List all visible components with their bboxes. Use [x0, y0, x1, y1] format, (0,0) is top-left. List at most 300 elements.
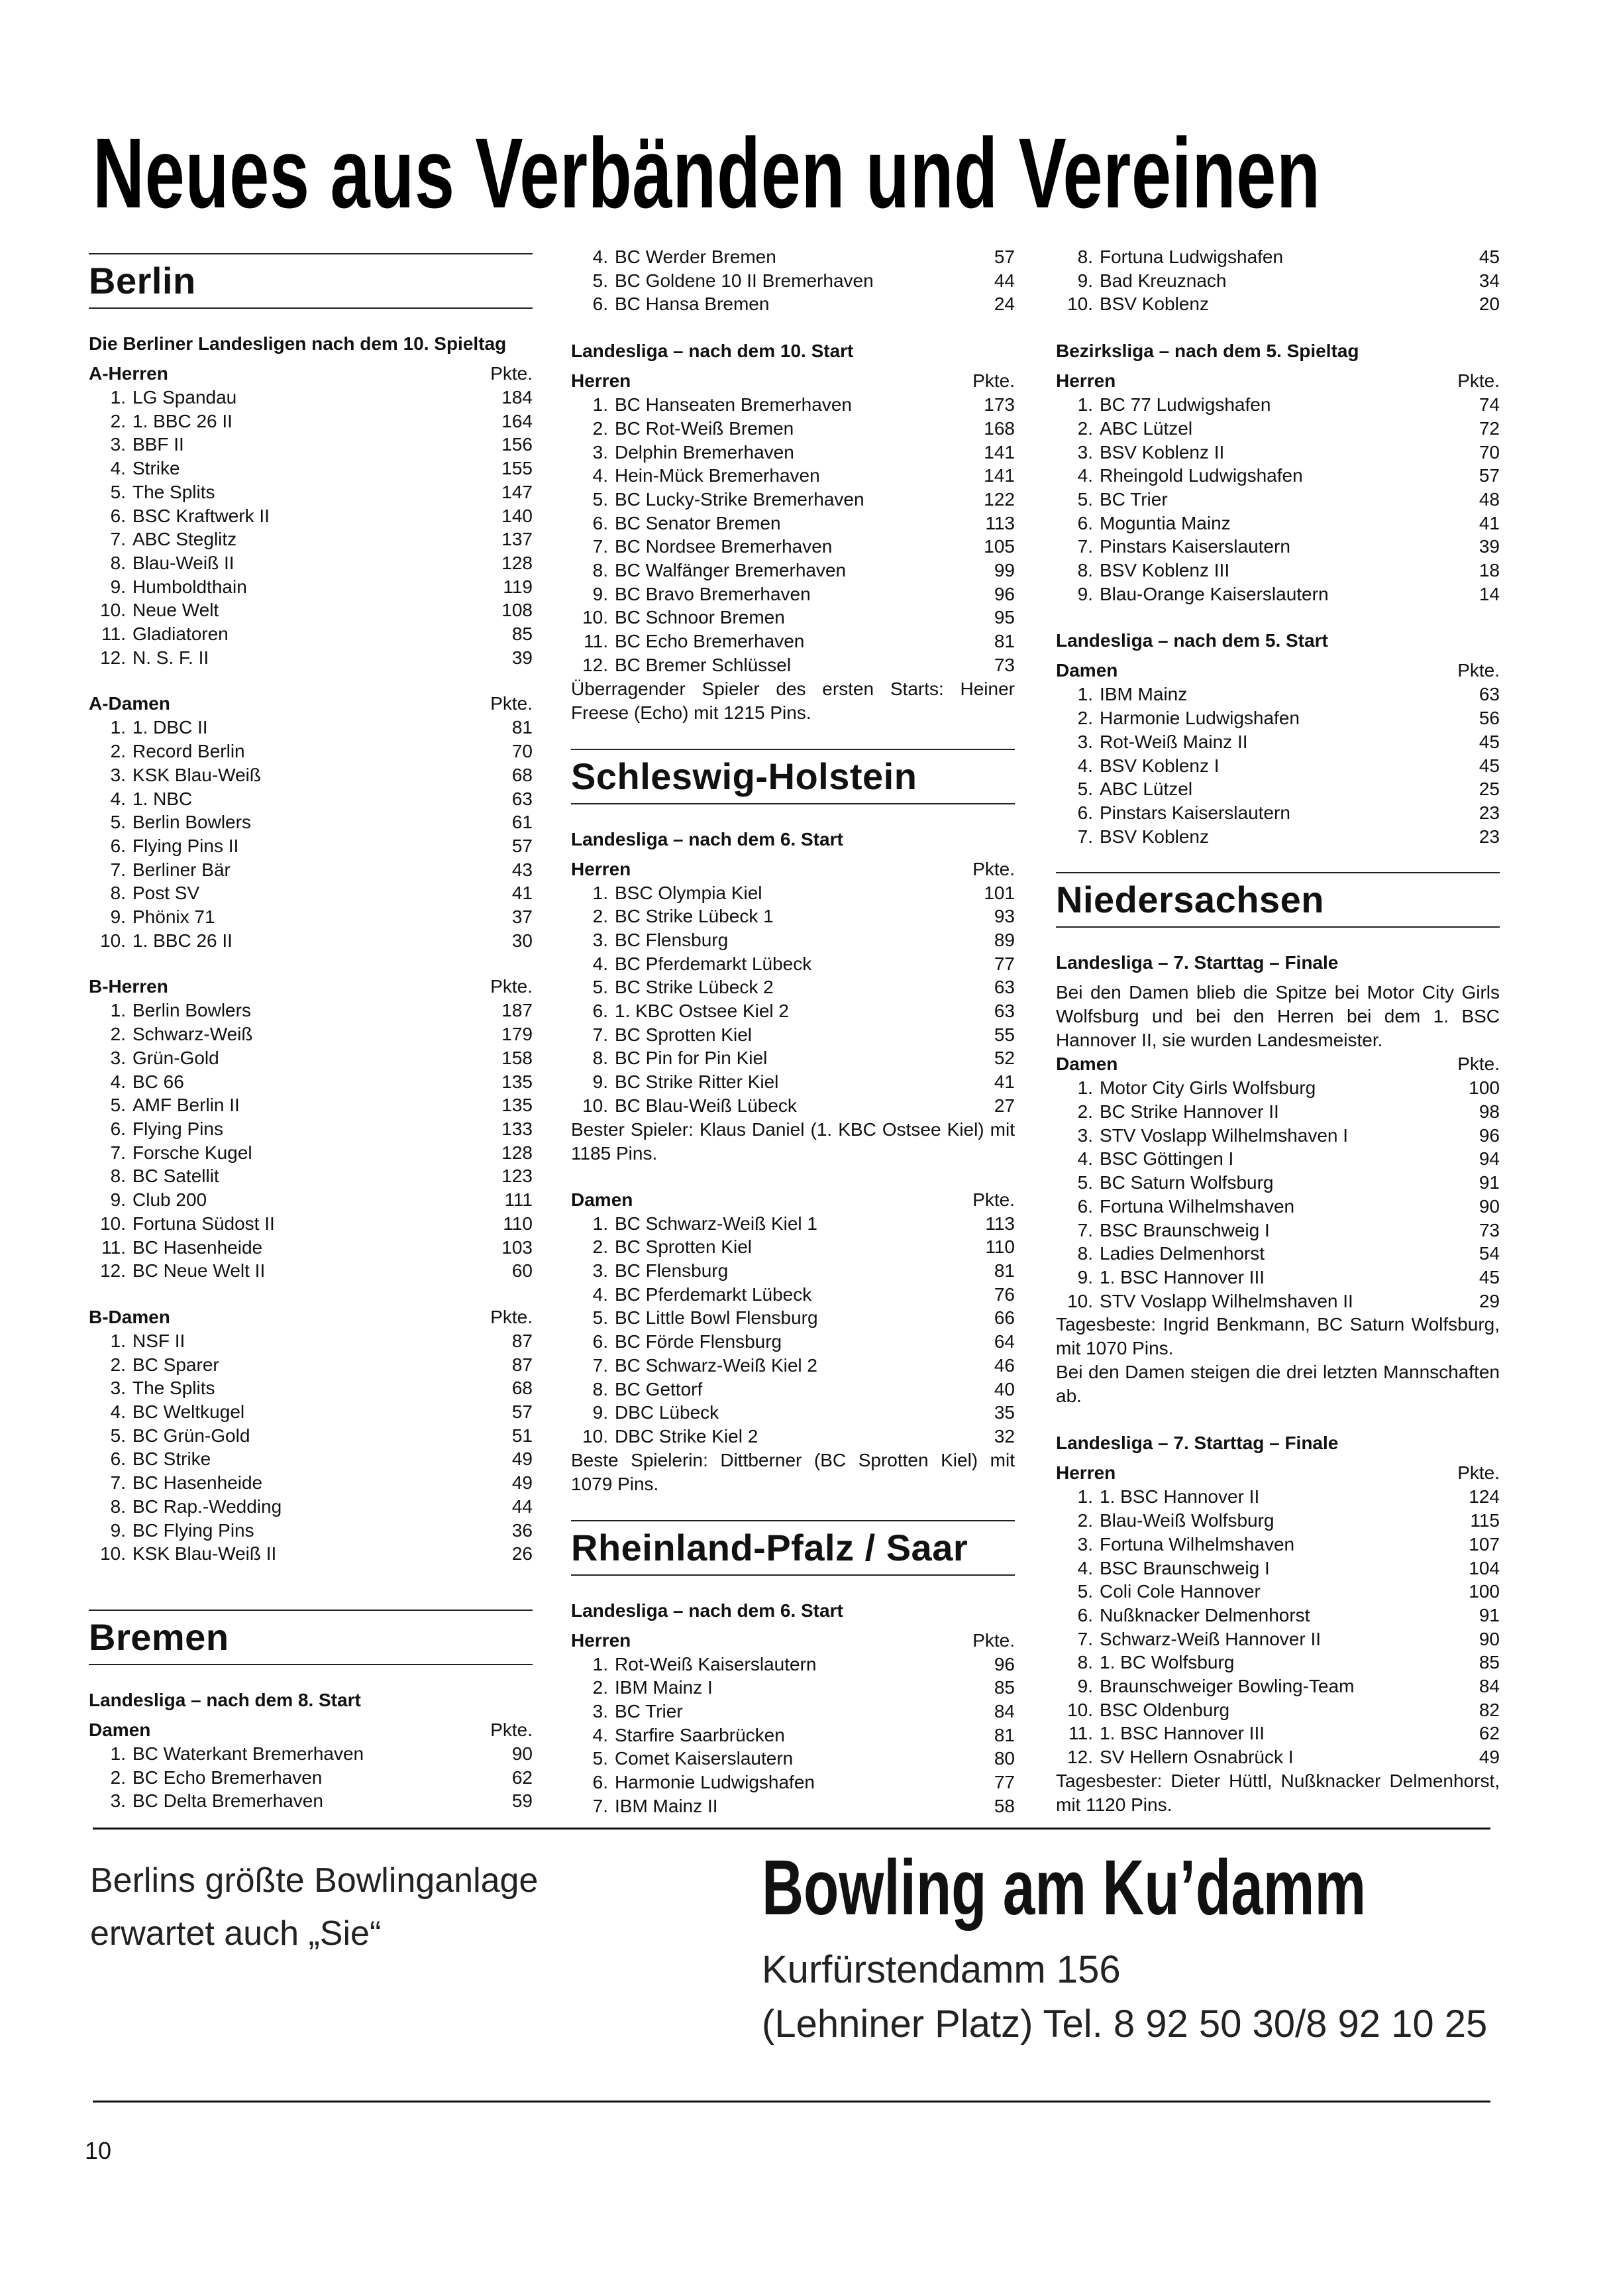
table-row	[89, 999, 533, 1022]
rank: 1.	[592, 394, 608, 415]
rank: 8.	[1077, 246, 1093, 267]
table-row	[571, 1235, 1015, 1259]
rank: 10.	[582, 607, 608, 628]
points: 156	[501, 434, 533, 455]
table-row	[1056, 1195, 1500, 1219]
points: 32	[994, 1425, 1015, 1447]
table-row	[571, 1378, 1015, 1401]
rank: 9.	[592, 583, 608, 604]
table-row	[571, 1283, 1015, 1307]
rank: 12.	[100, 1260, 126, 1282]
points: 45	[1479, 1266, 1500, 1287]
points: 84	[1479, 1676, 1500, 1697]
rank: 8.	[1077, 1243, 1093, 1264]
points: 87	[511, 1330, 533, 1351]
table-row	[89, 1141, 533, 1165]
points: 66	[994, 1307, 1015, 1329]
rank: 9.	[110, 1189, 126, 1211]
team-name: Rot-Weiß Kaiserslautern	[615, 1653, 817, 1674]
rank: 4.	[1077, 1148, 1093, 1170]
table-row	[571, 1794, 1015, 1818]
points: 23	[1479, 826, 1500, 847]
rank: 2.	[110, 410, 126, 431]
team-name: Coli Cole Hannover	[1100, 1581, 1261, 1602]
standings-note: Tagesbester: Dieter Hüttl, Nußknacker Delmenhorst, mit 1120 Pins.	[1056, 1770, 1500, 1815]
table-row	[1056, 393, 1500, 417]
standings-note: Überragender Spieler des ersten Starts: Heiner Freese (Echo) mit 1215 Pins.	[571, 678, 1015, 723]
table-row	[89, 1495, 533, 1519]
team-name: BSC Göttingen I	[1100, 1148, 1234, 1170]
table-row	[571, 535, 1015, 559]
table-row	[571, 1046, 1015, 1070]
team-name: BC Werder Bremen	[615, 246, 776, 267]
points-label: Pkte.	[490, 1719, 533, 1740]
rank: 1.	[1077, 1486, 1093, 1507]
rank: 8.	[1077, 560, 1093, 581]
region-rule-top	[89, 253, 533, 254]
points-label: Pkte.	[972, 1189, 1015, 1210]
points: 30	[511, 930, 533, 951]
table-row	[89, 1329, 533, 1353]
team-name: Record Berlin	[132, 741, 245, 762]
rank: 8.	[110, 552, 126, 573]
table-row	[571, 1747, 1015, 1771]
rank: 4.	[1077, 465, 1093, 486]
table-row	[571, 999, 1015, 1023]
rank: 3.	[110, 1047, 126, 1068]
rank: 11.	[1068, 1723, 1093, 1744]
rank: 7.	[1077, 1628, 1093, 1649]
points: 158	[501, 1047, 533, 1068]
points: 44	[511, 1496, 533, 1517]
rank: 6.	[592, 1331, 608, 1352]
rank: 7.	[110, 1472, 126, 1494]
table-row	[89, 1766, 533, 1790]
team-name: 1. BSC Hannover III	[1100, 1266, 1265, 1287]
table-row	[1056, 683, 1500, 706]
table-row	[89, 739, 533, 763]
team-name: Hein-Mück Bremerhaven	[615, 465, 820, 486]
rank: 1.	[110, 717, 126, 738]
table-row	[1056, 1242, 1500, 1266]
standings-title: Landesliga – nach dem 6. Start	[571, 1600, 843, 1621]
table-row	[1056, 1698, 1500, 1722]
team-name: BC Little Bowl Flensburg	[615, 1307, 818, 1329]
rank: 7.	[110, 859, 126, 880]
table-row	[1056, 1722, 1500, 1745]
rank: 4.	[1077, 755, 1093, 776]
table-row	[89, 1212, 533, 1236]
table-row	[89, 1447, 533, 1471]
points: 72	[1479, 417, 1500, 439]
team-name: Blau-Orange Kaiserslautern	[1100, 583, 1329, 604]
table-row	[1056, 1604, 1500, 1627]
team-name: DBC Strike Kiel 2	[615, 1425, 758, 1447]
rank: 1.	[110, 1000, 126, 1021]
rank: 6.	[592, 294, 608, 315]
team-name: BSC Olympia Kiel	[615, 882, 762, 903]
group-label: Herren	[571, 858, 631, 879]
team-name: BC Sprotten Kiel	[615, 1024, 752, 1045]
points: 24	[994, 294, 1015, 315]
team-name: BC Pferdemarkt Lübeck	[615, 953, 812, 974]
rank: 8.	[592, 560, 608, 581]
team-name: BC Bravo Bremerhaven	[615, 583, 811, 604]
rank: 1.	[110, 1330, 126, 1351]
points: 41	[994, 1071, 1015, 1093]
points: 55	[994, 1024, 1015, 1045]
region-rule-bottom	[89, 1664, 533, 1665]
rank: 4.	[592, 465, 608, 486]
table-row	[89, 787, 533, 811]
region-heading: Bremen	[89, 1615, 229, 1658]
points: 95	[994, 607, 1015, 628]
standings-block	[1056, 628, 1500, 848]
table-row	[89, 1400, 533, 1424]
points: 140	[501, 505, 533, 526]
table-row	[1056, 1266, 1500, 1289]
rank: 7.	[1077, 1219, 1093, 1240]
team-name: Schwarz-Weiß Hannover II	[1100, 1628, 1322, 1649]
rank: 2.	[1077, 417, 1093, 439]
standings-header	[89, 362, 533, 386]
team-name: Blau-Weiß II	[132, 552, 234, 573]
team-name: BC Walfänger Bremerhaven	[615, 560, 847, 581]
rank: 3.	[1077, 1124, 1093, 1146]
rank: 5.	[592, 488, 608, 510]
rank: 6.	[110, 1449, 126, 1470]
team-name: Bad Kreuznach	[1100, 270, 1227, 291]
table-row	[1056, 1219, 1500, 1242]
team-name: Berliner Bär	[132, 859, 231, 880]
team-name: BC Lucky-Strike Bremerhaven	[615, 488, 864, 510]
rank: 7.	[1077, 536, 1093, 557]
table-row	[571, 1425, 1015, 1449]
rank: 1.	[110, 1743, 126, 1764]
team-name: Gladiatoren	[132, 624, 229, 645]
rank: 2.	[592, 1236, 608, 1258]
team-name: Fortuna Ludwigshafen	[1100, 246, 1284, 267]
team-name: BC Schwarz-Weiß Kiel 1	[615, 1213, 818, 1234]
table-row	[571, 881, 1015, 905]
points: 49	[1479, 1747, 1500, 1768]
team-name: Berlin Bowlers	[132, 1000, 251, 1021]
ad-address	[762, 1943, 1579, 2051]
table-row	[89, 1259, 533, 1283]
team-name: Fortuna Südost II	[132, 1213, 275, 1234]
points: 133	[501, 1118, 533, 1139]
table-row	[571, 464, 1015, 488]
rank: 6.	[1077, 1195, 1093, 1217]
table-row	[571, 292, 1015, 316]
team-name: BC Strike Ritter Kiel	[615, 1071, 779, 1093]
table-row	[1056, 441, 1500, 465]
table-row	[571, 441, 1015, 465]
team-name: BSV Koblenz I	[1100, 755, 1220, 776]
rank: 5.	[1077, 1581, 1093, 1602]
team-name: BC Weltkugel	[132, 1401, 245, 1423]
rank: 4.	[110, 1401, 126, 1423]
table-row	[89, 716, 533, 739]
standings-block	[1056, 1431, 1500, 1816]
group-label: Damen	[89, 1719, 151, 1740]
standings-header	[89, 975, 533, 999]
team-name: Braunschweiger Bowling-Team	[1100, 1676, 1355, 1697]
standings-note: Bester Spieler: Klaus Daniel (1. KBC Ostsee Kiel) mit 1185 Pins.	[571, 1119, 1015, 1164]
points: 85	[1479, 1652, 1500, 1673]
team-name: IBM Mainz II	[615, 1795, 718, 1816]
table-row	[1056, 1100, 1500, 1124]
standings-header	[571, 857, 1015, 881]
table-row	[1056, 292, 1500, 316]
table-row	[571, 1259, 1015, 1283]
standings-note-2: Bei den Damen steigen die drei letzten Mannschaften ab.	[1056, 1362, 1500, 1407]
standings-block	[89, 1305, 533, 1566]
rank: 3.	[110, 1378, 126, 1399]
standings-block	[89, 1688, 533, 1813]
table-row	[89, 1164, 533, 1188]
team-name: Grün-Gold	[132, 1047, 219, 1068]
team-name: 1. NBC	[132, 788, 193, 809]
region-rule-bottom	[571, 803, 1015, 804]
table-row	[1056, 559, 1500, 582]
points-label: Pkte.	[490, 363, 533, 384]
points: 164	[501, 410, 533, 431]
team-name: Delphin Bremerhaven	[615, 441, 794, 463]
rank: 1.	[1077, 1077, 1093, 1099]
rank: 2.	[592, 417, 608, 439]
team-name: BC Hansa Bremen	[615, 294, 770, 315]
points: 58	[994, 1795, 1015, 1816]
rank: 5.	[592, 270, 608, 291]
team-name: BC Förde Flensburg	[615, 1331, 782, 1352]
team-name: Harmonie Ludwigshafen	[615, 1772, 815, 1793]
points: 184	[501, 387, 533, 408]
points: 51	[511, 1425, 533, 1446]
rank: 11.	[101, 624, 126, 645]
team-name: ABC Lützel	[1100, 417, 1193, 439]
points-label: Pkte.	[490, 693, 533, 714]
table-row	[89, 433, 533, 457]
rank: 7.	[1077, 826, 1093, 847]
rank: 5.	[110, 1095, 126, 1116]
team-name: SV Hellern Osnabrück I	[1100, 1747, 1294, 1768]
points: 63	[1479, 684, 1500, 705]
standings-title: Die Berliner Landesligen nach dem 10. Spieltag	[89, 333, 507, 354]
table-row	[89, 504, 533, 528]
points-label: Pkte.	[972, 858, 1015, 879]
table-row	[571, 629, 1015, 653]
ad-bottom-rule	[93, 2101, 1490, 2103]
table-row	[89, 1471, 533, 1495]
region-section	[571, 1520, 1015, 1576]
table-row	[89, 929, 533, 953]
standings-block	[571, 827, 1015, 1166]
table-row	[89, 480, 533, 504]
standings-block	[1056, 950, 1500, 1408]
points: 49	[511, 1472, 533, 1494]
group-label: B-Damen	[89, 1306, 170, 1327]
team-name: BC Strike Lübeck 1	[615, 906, 774, 927]
points: 90	[1479, 1195, 1500, 1217]
ad-address-line-1: Kurfürstendamm 156	[762, 1948, 1121, 1991]
team-name: BC Flensburg	[615, 929, 729, 950]
rank: 11.	[584, 631, 608, 652]
rank: 10.	[100, 1213, 126, 1234]
rank: 9.	[592, 1071, 608, 1093]
points-label: Pkte.	[972, 370, 1015, 392]
standings-title: Landesliga – 7. Starttag – Finale	[1056, 952, 1339, 973]
rank: 2.	[592, 906, 608, 927]
points: 14	[1479, 583, 1500, 604]
table-row	[89, 410, 533, 433]
table-row	[571, 1023, 1015, 1047]
points: 40	[994, 1378, 1015, 1399]
rank: 3.	[592, 1260, 608, 1281]
standings-block	[571, 1188, 1015, 1496]
points: 90	[1479, 1628, 1500, 1649]
table-row	[571, 1676, 1015, 1700]
team-name: BC Blau-Weiß Lübeck	[615, 1095, 797, 1116]
team-name: Pinstars Kaiserslautern	[1100, 802, 1290, 823]
points: 96	[1479, 1124, 1500, 1146]
rank: 10.	[100, 930, 126, 951]
table-row	[89, 527, 533, 551]
team-name: BC Schwarz-Weiß Kiel 2	[615, 1354, 818, 1376]
points-label: Pkte.	[1457, 660, 1500, 681]
points: 34	[1479, 270, 1500, 291]
team-name: BSV Koblenz II	[1100, 441, 1225, 463]
team-name: Comet Kaiserslautern	[615, 1748, 794, 1769]
rank: 1.	[592, 1213, 608, 1234]
rank: 5.	[1077, 488, 1093, 510]
rank: 9.	[1077, 1266, 1093, 1287]
points: 20	[1479, 294, 1500, 315]
table-row	[1056, 1076, 1500, 1100]
rank: 4.	[592, 953, 608, 974]
rank: 7.	[592, 1354, 608, 1376]
table-row	[1056, 269, 1500, 293]
points: 104	[1469, 1557, 1500, 1578]
table-row	[571, 417, 1015, 441]
team-name: Ladies Delmenhorst	[1100, 1243, 1265, 1264]
points: 60	[511, 1260, 533, 1282]
table-row	[89, 1070, 533, 1094]
rank: 9.	[592, 1402, 608, 1423]
rank: 3.	[110, 1790, 126, 1812]
rank: 2.	[110, 1354, 126, 1375]
group-label: Damen	[1056, 660, 1118, 681]
rank: 2.	[592, 1677, 608, 1698]
points: 44	[994, 270, 1015, 291]
points-label: Pkte.	[1457, 1462, 1500, 1484]
standings-block	[89, 975, 533, 1282]
team-name: BC Saturn Wolfsburg	[1100, 1172, 1274, 1193]
team-name: BSV Koblenz	[1100, 294, 1209, 315]
table-row	[89, 551, 533, 575]
points: 25	[1479, 779, 1500, 800]
table-row	[89, 905, 533, 929]
rank: 4.	[592, 1284, 608, 1305]
table-row	[89, 1742, 533, 1766]
team-name: KSK Blau-Weiß II	[132, 1543, 277, 1564]
rank: 6.	[110, 505, 126, 526]
region-rule-top	[571, 749, 1015, 750]
table-row	[571, 1306, 1015, 1330]
rank: 4.	[1077, 1557, 1093, 1578]
rank: 5.	[1077, 1172, 1093, 1193]
table-row	[89, 575, 533, 599]
column-2	[571, 229, 1015, 1818]
group-label: B-Herren	[89, 976, 168, 997]
team-name: KSK Blau-Weiß	[132, 764, 261, 785]
points: 91	[1479, 1172, 1500, 1193]
standings-header	[1056, 369, 1500, 393]
region-rule-bottom	[89, 307, 533, 309]
points: 93	[994, 906, 1015, 927]
rank: 5.	[110, 812, 126, 833]
team-name: BC Waterkant Bremerhaven	[132, 1743, 364, 1764]
rank: 9.	[110, 1519, 126, 1541]
standings-title: Landesliga – nach dem 6. Start	[571, 828, 843, 849]
rank: 8.	[110, 1496, 126, 1517]
table-row	[571, 269, 1015, 293]
rank: 8.	[592, 1378, 608, 1399]
points: 105	[984, 536, 1015, 557]
points: 82	[1479, 1699, 1500, 1720]
table-row	[89, 1022, 533, 1046]
team-name: 1. BSC Hannover III	[1100, 1723, 1265, 1744]
table-row	[1056, 582, 1500, 606]
team-name: BC Flensburg	[615, 1260, 729, 1281]
table-row	[1056, 1124, 1500, 1148]
table-row	[89, 1519, 533, 1543]
rank: 5.	[592, 1307, 608, 1329]
team-name: Rot-Weiß Mainz II	[1100, 731, 1248, 752]
rank: 6.	[1077, 802, 1093, 823]
table-row	[1056, 1651, 1500, 1674]
points: 62	[511, 1767, 533, 1788]
points: 137	[501, 529, 533, 550]
rank: 9.	[1077, 1676, 1093, 1697]
points: 155	[501, 458, 533, 479]
rank: 9.	[110, 906, 126, 928]
rank: 6.	[1077, 1604, 1093, 1625]
rank: 3.	[1077, 1533, 1093, 1555]
table-row	[571, 904, 1015, 928]
column-1	[89, 229, 533, 1813]
team-name: Motor City Girls Wolfsburg	[1100, 1077, 1316, 1099]
team-name: BC 77 Ludwigshafen	[1100, 394, 1271, 415]
region-rule-top	[1056, 872, 1500, 873]
rank: 3.	[592, 1701, 608, 1722]
team-name: BC Nordsee Bremerhaven	[615, 536, 833, 557]
team-name: BC Neue Welt II	[132, 1260, 266, 1282]
table-row	[1056, 1580, 1500, 1604]
team-name: Rheingold Ludwigshafen	[1100, 465, 1303, 486]
points: 173	[984, 394, 1015, 415]
region-heading: Rheinland-Pfalz / Saar	[571, 1526, 968, 1568]
standings-header	[571, 1629, 1015, 1653]
ad-address-line-2: (Lehniner Platz) Tel. 8 92 50 30/8 92 10 25	[762, 2002, 1488, 2046]
points: 84	[994, 1701, 1015, 1722]
standings-header	[1056, 1052, 1500, 1076]
table-row	[1056, 730, 1500, 754]
team-name: The Splits	[132, 481, 215, 502]
rank: 2.	[110, 1024, 126, 1045]
table-row	[89, 834, 533, 858]
table-row	[1056, 535, 1500, 559]
